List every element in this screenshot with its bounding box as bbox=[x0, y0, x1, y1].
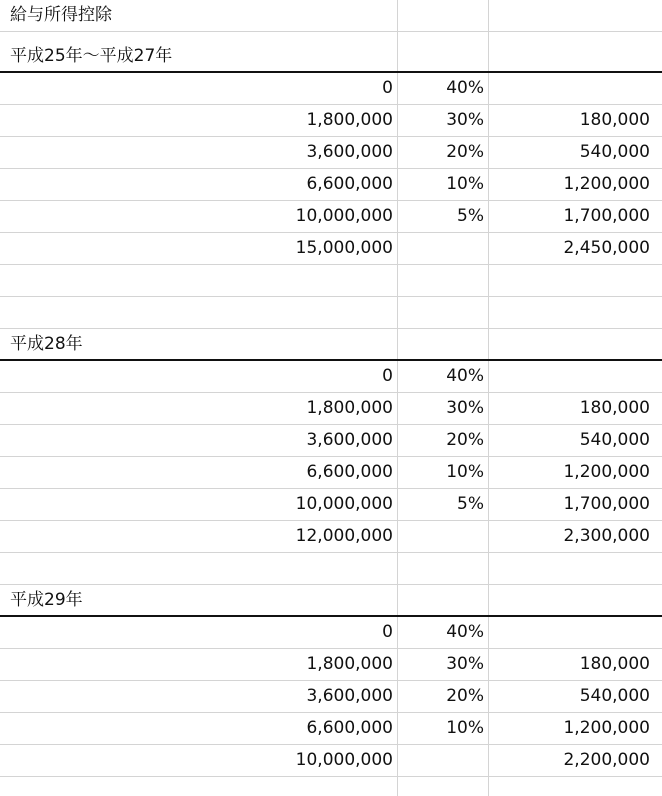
rate-cell[interactable]: 40% bbox=[446, 622, 484, 642]
section-header-row bbox=[0, 329, 662, 361]
table-row bbox=[0, 489, 662, 521]
rate-cell[interactable]: 10% bbox=[446, 718, 484, 738]
deduction-cell[interactable]: 540,000 bbox=[579, 430, 650, 450]
empty-cell[interactable] bbox=[489, 265, 662, 296]
table-row bbox=[0, 393, 662, 425]
deduction-cell[interactable] bbox=[489, 73, 662, 104]
empty-row bbox=[0, 265, 662, 297]
empty-cell[interactable] bbox=[0, 297, 397, 328]
table-row bbox=[0, 617, 662, 649]
rate-cell[interactable]: 10% bbox=[446, 174, 484, 194]
rate-cell[interactable]: 30% bbox=[446, 398, 484, 418]
table-row bbox=[0, 169, 662, 201]
rate-cell[interactable] bbox=[398, 745, 488, 776]
empty-row bbox=[0, 777, 662, 796]
empty-cell[interactable] bbox=[489, 585, 662, 616]
empty-cell[interactable] bbox=[398, 297, 488, 328]
empty-cell[interactable] bbox=[398, 553, 488, 584]
table-row bbox=[0, 649, 662, 681]
table-row bbox=[0, 361, 662, 393]
title-row bbox=[0, 0, 662, 32]
deduction-cell[interactable]: 1,200,000 bbox=[563, 174, 650, 194]
table-row bbox=[0, 521, 662, 553]
empty-cell[interactable] bbox=[0, 553, 397, 584]
amount-cell[interactable]: 3,600,000 bbox=[306, 430, 393, 450]
amount-cell[interactable]: 6,600,000 bbox=[306, 462, 393, 482]
rate-cell[interactable]: 5% bbox=[457, 494, 484, 514]
table-row bbox=[0, 73, 662, 105]
amount-cell[interactable]: 10,000,000 bbox=[295, 494, 393, 514]
deduction-cell[interactable] bbox=[489, 617, 662, 648]
amount-cell[interactable]: 6,600,000 bbox=[306, 718, 393, 738]
table-row bbox=[0, 105, 662, 137]
table-row bbox=[0, 233, 662, 265]
rate-cell[interactable] bbox=[398, 521, 488, 552]
empty-cell[interactable] bbox=[489, 0, 662, 31]
empty-cell[interactable] bbox=[489, 297, 662, 328]
deduction-cell[interactable]: 540,000 bbox=[579, 142, 650, 162]
table-row bbox=[0, 745, 662, 777]
empty-row bbox=[0, 553, 662, 585]
section-header-row bbox=[0, 41, 662, 73]
empty-cell[interactable] bbox=[489, 329, 662, 360]
deduction-cell[interactable]: 180,000 bbox=[579, 398, 650, 418]
empty-cell[interactable] bbox=[489, 777, 662, 796]
section-label-cell[interactable]: 平成29年 bbox=[10, 590, 83, 610]
empty-cell[interactable] bbox=[0, 265, 397, 296]
amount-cell[interactable]: 1,800,000 bbox=[306, 398, 393, 418]
rate-cell[interactable]: 20% bbox=[446, 430, 484, 450]
rate-cell[interactable]: 20% bbox=[446, 142, 484, 162]
amount-cell[interactable]: 1,800,000 bbox=[306, 654, 393, 674]
empty-cell[interactable] bbox=[398, 265, 488, 296]
section-label-cell[interactable]: 平成25年〜平成27年 bbox=[10, 46, 173, 66]
rate-cell[interactable]: 30% bbox=[446, 110, 484, 130]
empty-cell[interactable] bbox=[398, 41, 488, 72]
rate-cell[interactable]: 30% bbox=[446, 654, 484, 674]
amount-cell[interactable]: 10,000,000 bbox=[295, 206, 393, 226]
empty-cell[interactable] bbox=[398, 0, 488, 31]
amount-cell[interactable]: 10,000,000 bbox=[295, 750, 393, 770]
deduction-cell[interactable] bbox=[489, 361, 662, 392]
empty-row bbox=[0, 297, 662, 329]
table-row bbox=[0, 137, 662, 169]
table-row bbox=[0, 457, 662, 489]
amount-cell[interactable]: 12,000,000 bbox=[295, 526, 393, 546]
deduction-cell[interactable]: 180,000 bbox=[579, 654, 650, 674]
amount-cell[interactable]: 3,600,000 bbox=[306, 686, 393, 706]
amount-cell[interactable]: 0 bbox=[382, 78, 393, 98]
rate-cell[interactable]: 20% bbox=[446, 686, 484, 706]
table-row bbox=[0, 201, 662, 233]
amount-cell[interactable]: 6,600,000 bbox=[306, 174, 393, 194]
empty-cell[interactable] bbox=[398, 329, 488, 360]
empty-cell[interactable] bbox=[0, 777, 397, 796]
deduction-cell[interactable]: 2,300,000 bbox=[563, 526, 650, 546]
deduction-cell[interactable]: 1,200,000 bbox=[563, 462, 650, 482]
table-row bbox=[0, 713, 662, 745]
table-row bbox=[0, 681, 662, 713]
deduction-cell[interactable]: 1,700,000 bbox=[563, 494, 650, 514]
amount-cell[interactable]: 15,000,000 bbox=[295, 238, 393, 258]
section-header-row bbox=[0, 585, 662, 617]
section-label-cell[interactable]: 平成28年 bbox=[10, 334, 83, 354]
deduction-cell[interactable]: 1,200,000 bbox=[563, 718, 650, 738]
deduction-cell[interactable]: 180,000 bbox=[579, 110, 650, 130]
amount-cell[interactable]: 0 bbox=[382, 366, 393, 386]
rate-cell[interactable] bbox=[398, 233, 488, 264]
sheet-title-cell[interactable]: 給与所得控除 bbox=[10, 5, 112, 25]
rate-cell[interactable]: 10% bbox=[446, 462, 484, 482]
amount-cell[interactable]: 3,600,000 bbox=[306, 142, 393, 162]
empty-cell[interactable] bbox=[489, 553, 662, 584]
deduction-cell[interactable]: 540,000 bbox=[579, 686, 650, 706]
rate-cell[interactable]: 40% bbox=[446, 78, 484, 98]
empty-cell[interactable] bbox=[398, 777, 488, 796]
rate-cell[interactable]: 40% bbox=[446, 366, 484, 386]
deduction-cell[interactable]: 2,200,000 bbox=[563, 750, 650, 770]
amount-cell[interactable]: 1,800,000 bbox=[306, 110, 393, 130]
rate-cell[interactable]: 5% bbox=[457, 206, 484, 226]
amount-cell[interactable]: 0 bbox=[382, 622, 393, 642]
deduction-cell[interactable]: 1,700,000 bbox=[563, 206, 650, 226]
empty-cell[interactable] bbox=[398, 585, 488, 616]
empty-cell[interactable] bbox=[489, 41, 662, 72]
deduction-cell[interactable]: 2,450,000 bbox=[563, 238, 650, 258]
table-row bbox=[0, 425, 662, 457]
